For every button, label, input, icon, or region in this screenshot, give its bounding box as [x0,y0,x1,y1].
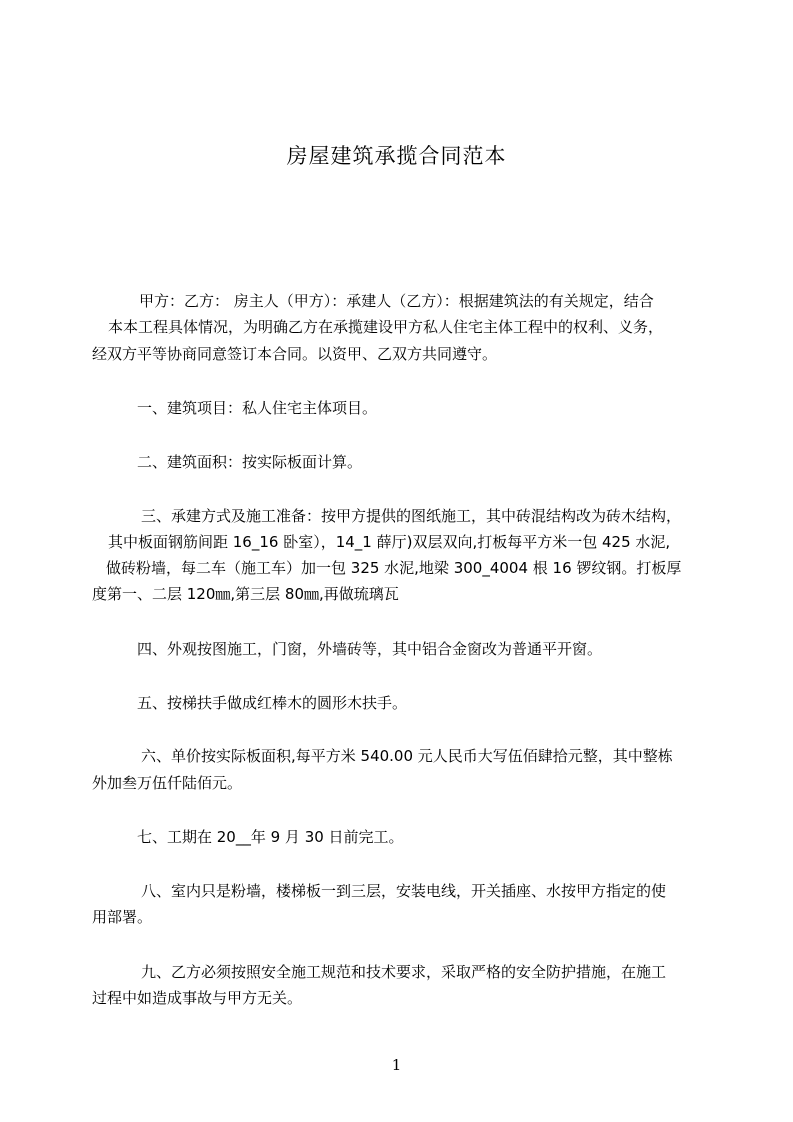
page-number: 1 [391,1056,402,1074]
clause-6-line-2: 外加叁万伍仟陆佰元。 [92,774,243,792]
clause-9-line-1: 九、乙方必须按照安全施工规范和技术要求，采取严格的安全防护措施，在施工 [141,963,667,981]
clause-8-line-2: 用部署。 [92,908,153,926]
clause-2: 二、建筑面积：按实际板面计算。 [137,453,363,471]
clause-9-line-2: 过程中如造成事故与甲方无关。 [92,989,303,1007]
clause-3-line-4: 度第一、二层 120㎜,第三层 80㎜,再做琉璃瓦 [92,585,399,603]
clause-1: 一、建筑项目：私人住宅主体项目。 [137,399,378,417]
intro-line-3: 经双方平等协商同意签订本合同。以资甲、乙双方共同遵守。 [92,345,498,363]
clause-8-line-1: 八、室内只是粉墙，楼梯板一到三层，安装电线，开关插座、水按甲方指定的使 [141,882,667,900]
intro-line-1: 甲方：乙方： 房主人（甲方）：承建人（乙方）：根据建筑法的有关规定，结合 [139,292,654,310]
clause-4: 四、外观按图施工，门窗，外墙砖等，其中铝合金窗改为普通平开窗。 [137,640,603,658]
clause-3-line-2: 其中板面钢筋间距 16_16 卧室），14_1 薛厅)双层双向,打板每平方米一包 425 水泥, [108,533,671,551]
clause-3-line-3: 做砖粉墙，每二车（施工车）加一包 325 水泥,地梁 300_4004 根 16 锣纹钢。打板厚 [106,559,682,577]
clause-7: 七、工期在 20__年 9 月 30 日前完工。 [137,828,404,846]
clause-5: 五、按梯扶手做成红棒木的圆形木扶手。 [137,694,408,712]
intro-line-2: 本本工程具体情况，为明确乙方在承揽建设甲方私人住宅主体工程中的权利、义务， [108,318,664,336]
clause-6-line-1: 六、单价按实际板面积,每平方米 540.00 元人民币大写伍佰肆拾元整，其中整栋 [141,747,673,765]
clause-3-line-1: 三、承建方式及施工准备：按甲方提供的图纸施工，其中砖混结构改为砖木结构， [141,507,682,525]
page-title: 房屋建筑承揽合同范本 [286,144,507,168]
